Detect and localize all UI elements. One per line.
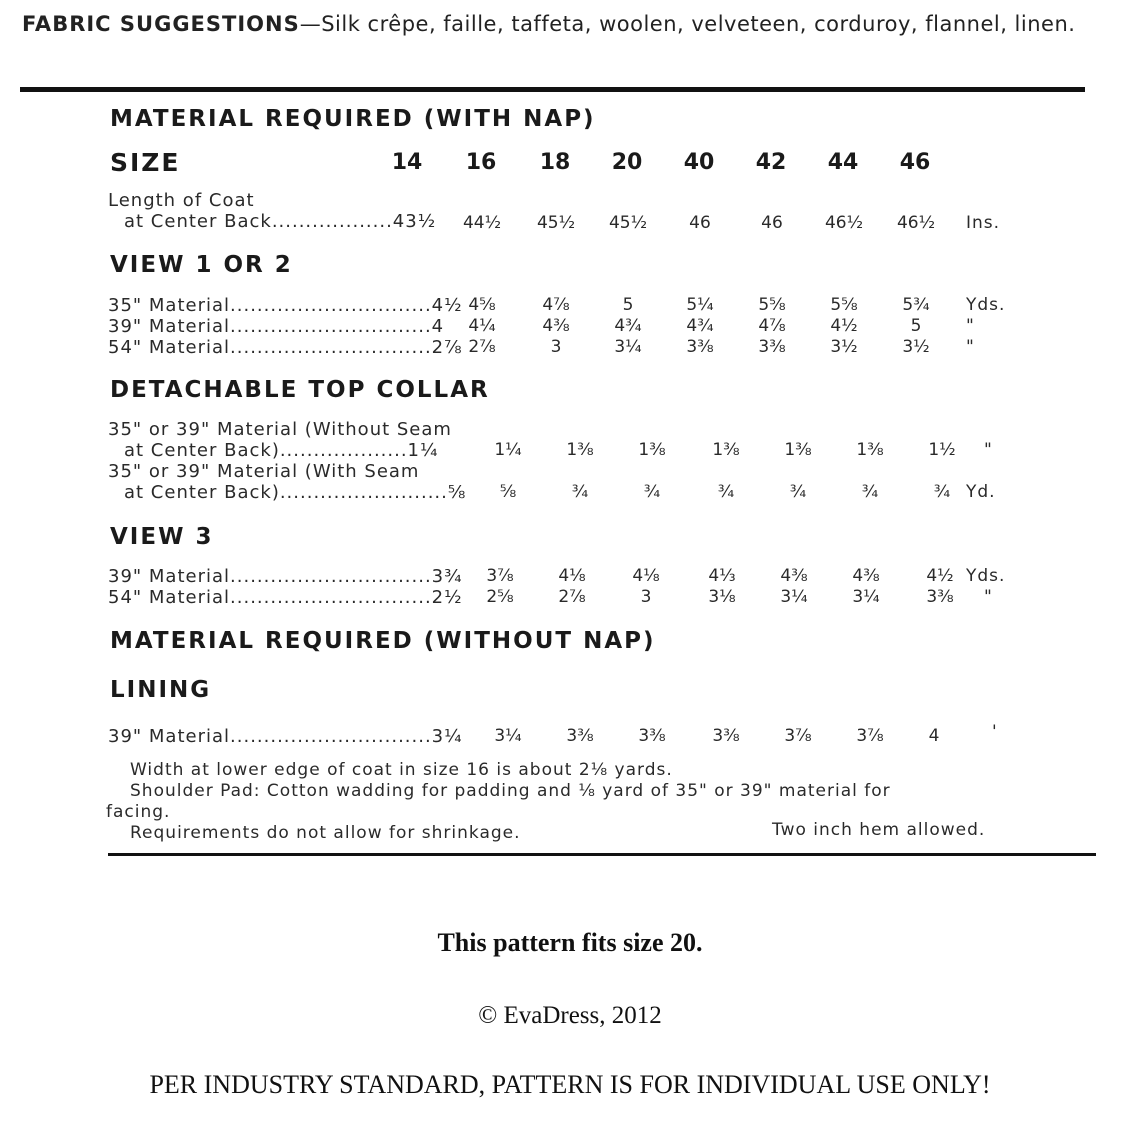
view3-value: 4⅓	[708, 566, 736, 586]
length-value: 46	[689, 213, 711, 233]
view3-row-label: 54" Material..............................2½	[108, 587, 463, 608]
heading-without-nap: MATERIAL REQUIRED (WITHOUT NAP)	[110, 628, 656, 654]
collar-unit: "	[984, 440, 993, 460]
heading-with-nap: MATERIAL REQUIRED (WITH NAP)	[110, 106, 596, 132]
note-width: Width at lower edge of coat in size 16 is about 2⅛ yards.	[130, 760, 673, 780]
top-divider	[20, 87, 1085, 92]
heading-view-3: VIEW 3	[110, 524, 214, 550]
length-label-cont: at Center Back..................43½	[124, 211, 437, 232]
collar-value: ¾	[717, 482, 735, 502]
copyright: © EvaDress, 2012	[478, 1002, 662, 1029]
view12-value: 3⅜	[686, 337, 714, 357]
collar-value: 1⅜	[712, 440, 740, 460]
view12-value: 3⅜	[758, 337, 786, 357]
view12-value: 5	[622, 295, 634, 315]
collar-value: ¾	[571, 482, 589, 502]
view12-unit: Yds.	[966, 295, 1006, 315]
view12-value: 3	[550, 337, 562, 357]
view3-value: 4½	[926, 566, 954, 586]
note-hem: Two inch hem allowed.	[772, 820, 986, 840]
view12-value: 3½	[902, 337, 930, 357]
collar-value: 1⅜	[566, 440, 594, 460]
length-value: 45½	[536, 213, 576, 233]
view12-value: 4⅜	[542, 316, 570, 336]
collar-unit: Yd.	[966, 482, 996, 502]
lining-value: 3¼	[494, 726, 522, 746]
view12-row-label: 39" Material..............................4	[108, 316, 445, 337]
lining-row-label: 39" Material..............................3¼	[108, 726, 463, 747]
view12-value: 5¼	[686, 295, 714, 315]
view3-value: 2⅞	[558, 587, 586, 607]
collar-row-label-cont: at Center Back)...................1¼	[124, 440, 439, 461]
collar-value: 1½	[928, 440, 956, 460]
collar-value: ¾	[789, 482, 807, 502]
view12-value: 4½	[830, 316, 858, 336]
lining-value: 3⅜	[638, 726, 666, 746]
size-header: 16	[465, 150, 497, 175]
view12-value: 4⅞	[758, 316, 786, 336]
collar-value: 1⅜	[638, 440, 666, 460]
view12-value: 2⅞	[468, 337, 496, 357]
length-value: 45½	[608, 213, 648, 233]
view3-value: 3	[640, 587, 652, 607]
view3-value: 3⅞	[486, 566, 514, 586]
view12-value: 5⅝	[758, 295, 786, 315]
view3-unit: Yds.	[966, 566, 1006, 586]
view12-unit: "	[966, 316, 975, 336]
collar-value: ¾	[643, 482, 661, 502]
size-header: 20	[611, 150, 643, 175]
collar-value: 1¼	[494, 440, 522, 460]
collar-row-label: 35" or 39" Material (With Seam	[108, 461, 420, 482]
fabric-suggestions	[22, 10, 1092, 39]
size-header: 44	[827, 150, 859, 175]
lining-value: 3⅞	[784, 726, 812, 746]
lining-value: 3⅜	[566, 726, 594, 746]
note-shoulder-pad-cont: facing.	[106, 802, 171, 822]
lining-unit: '	[992, 722, 998, 742]
view12-value: 3¼	[614, 337, 642, 357]
view3-value: 4⅛	[632, 566, 660, 586]
view3-unit: "	[984, 587, 993, 607]
collar-value: ¾	[933, 482, 951, 502]
collar-row-label-cont: at Center Back).........................⅝	[124, 482, 467, 503]
heading-size: SIZE	[110, 148, 181, 177]
bottom-divider	[108, 853, 1096, 856]
view3-value: 3⅛	[708, 587, 736, 607]
fabric-suggestions-text: —Silk crêpe, faille, taffeta, woolen, velveteen, corduroy, flannel, linen.	[299, 12, 1076, 36]
view12-value: 4¾	[614, 316, 642, 336]
view3-value: 4⅜	[852, 566, 880, 586]
lining-value: 3⅜	[712, 726, 740, 746]
size-header: 46	[899, 150, 931, 175]
view12-value: 4¼	[468, 316, 496, 336]
view12-value: 4¾	[686, 316, 714, 336]
view3-row-label: 39" Material..............................3¾	[108, 566, 463, 587]
heading-detachable-top-collar: DETACHABLE TOP COLLAR	[110, 377, 490, 403]
view12-unit: "	[966, 337, 975, 357]
view3-value: 4⅜	[780, 566, 808, 586]
note-shoulder-pad: Shoulder Pad: Cotton wadding for padding and ⅛ yard of 35" or 39" material for	[130, 781, 891, 801]
length-value: 46½	[896, 213, 936, 233]
lining-value: 4	[928, 726, 940, 746]
view12-value: 3½	[830, 337, 858, 357]
collar-value: ⅝	[499, 482, 517, 502]
size-header: 18	[539, 150, 571, 175]
view3-value: 2⅝	[486, 587, 514, 607]
view3-value: 3¼	[852, 587, 880, 607]
note-shrinkage: Requirements do not allow for shrinkage.	[130, 823, 521, 843]
length-value: 44½	[462, 213, 502, 233]
heading-lining: LINING	[110, 677, 212, 703]
size-header: 40	[683, 150, 715, 175]
collar-value: 1⅜	[784, 440, 812, 460]
usage-notice: PER INDUSTRY STANDARD, PATTERN IS FOR INDIVIDUAL USE ONLY!	[149, 1070, 991, 1099]
heading-view-1-or-2: VIEW 1 OR 2	[110, 252, 293, 278]
collar-row-label: 35" or 39" Material (Without Seam	[108, 419, 452, 440]
length-value: 46	[761, 213, 783, 233]
view12-value: 5¾	[902, 295, 930, 315]
size-header: 42	[755, 150, 787, 175]
view12-value: 5⅝	[830, 295, 858, 315]
lining-value: 3⅞	[856, 726, 884, 746]
collar-value: ¾	[861, 482, 879, 502]
fabric-suggestions-lead: FABRIC SUGGESTIONS	[22, 12, 300, 36]
view3-value: 3¼	[780, 587, 808, 607]
view3-value: 3⅜	[926, 587, 954, 607]
view12-value: 5	[910, 316, 922, 336]
view3-value: 4⅛	[558, 566, 586, 586]
length-unit: Ins.	[966, 213, 1001, 233]
view12-row-label: 54" Material..............................2⅞	[108, 337, 463, 358]
size-header: 14	[391, 150, 423, 175]
length-label: Length of Coat	[108, 190, 255, 211]
view12-row-label: 35" Material..............................4½	[108, 295, 463, 316]
length-value: 46½	[824, 213, 864, 233]
view12-value: 4⅝	[468, 295, 496, 315]
fit-statement: This pattern fits size 20.	[437, 928, 703, 957]
collar-value: 1⅜	[856, 440, 884, 460]
view12-value: 4⅞	[542, 295, 570, 315]
